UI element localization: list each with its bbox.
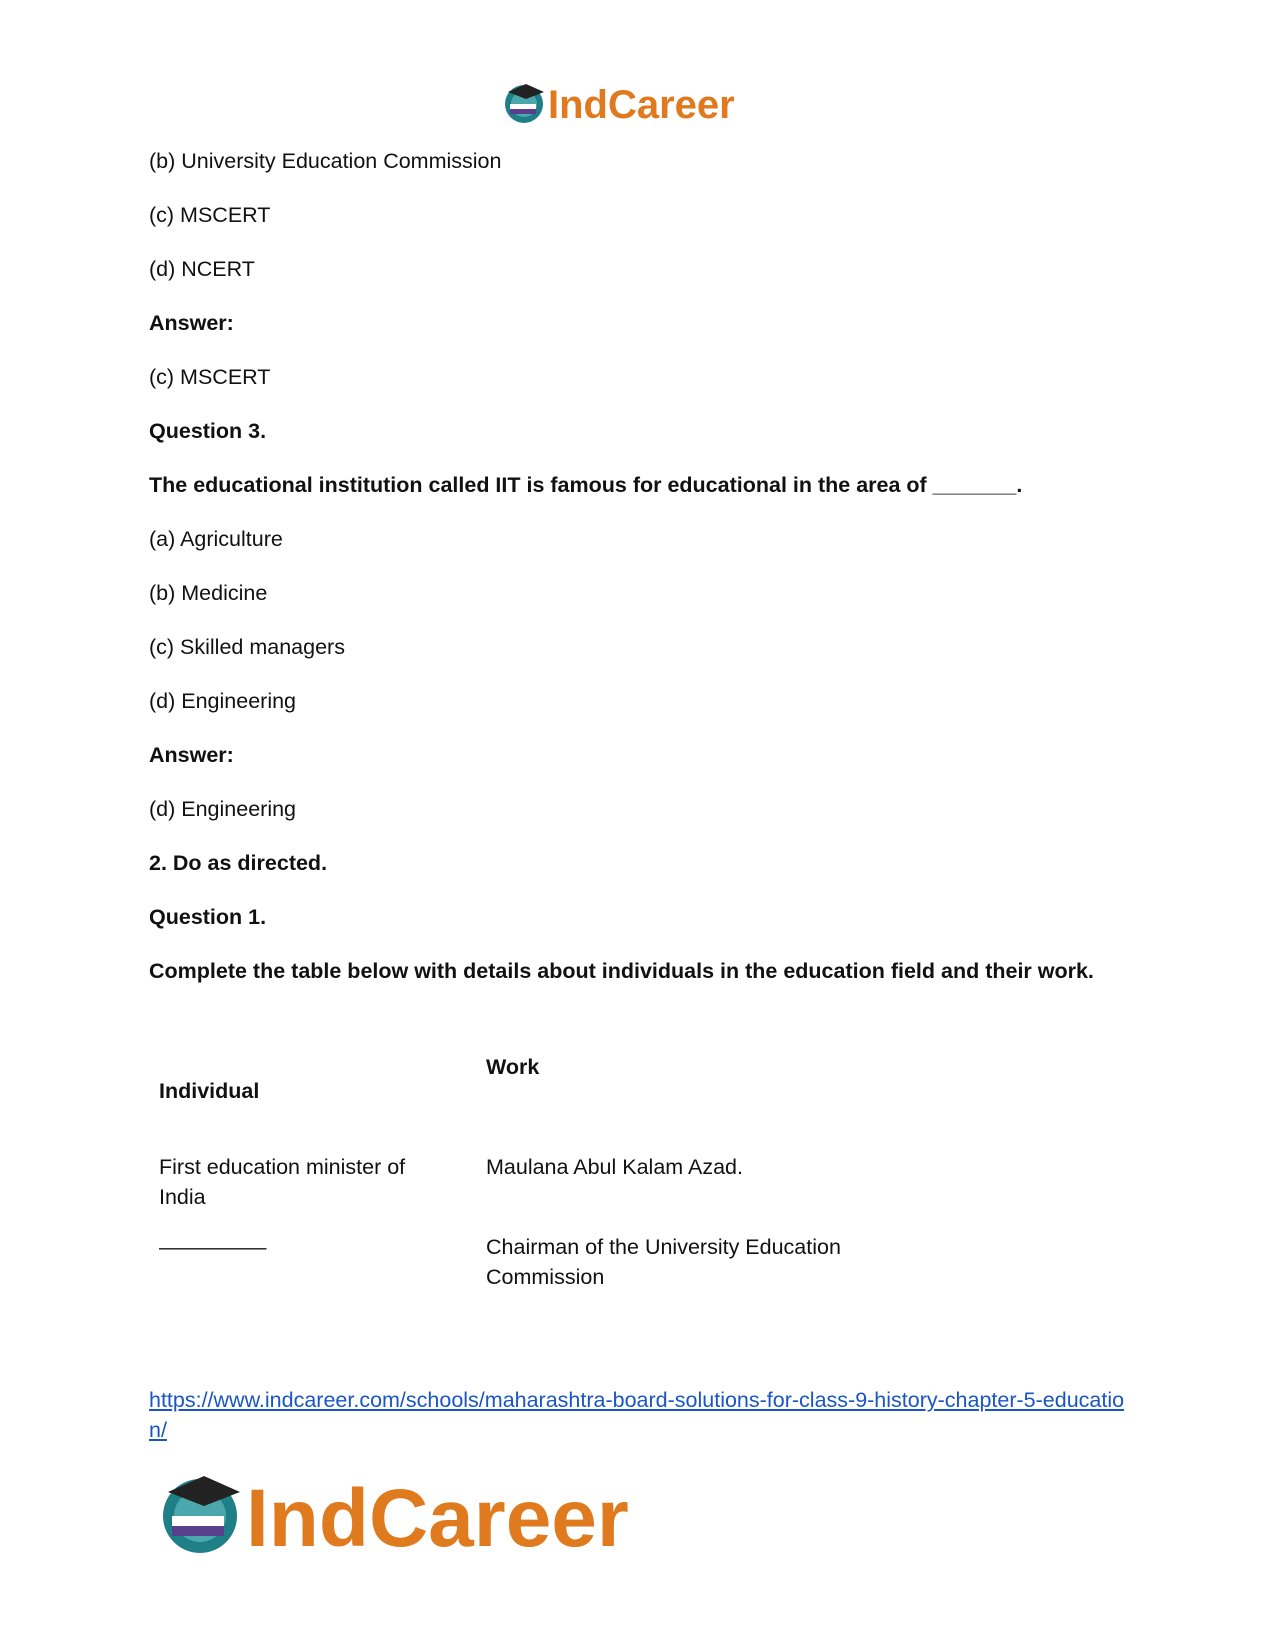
q2-option-d: (d) NCERT xyxy=(149,257,255,281)
s2-q1-label: Question 1. xyxy=(149,905,267,929)
indcareer-logo-bottom xyxy=(160,1466,700,1564)
q2-answer-label: Answer: xyxy=(149,311,234,335)
table-cell-work: Maulana Abul Kalam Azad. xyxy=(486,1155,743,1179)
s2-q1-text: Complete the table below with details about individuals in the education field and their work. xyxy=(149,959,1094,983)
q3-label: Question 3. xyxy=(149,419,267,443)
q3-answer: (d) Engineering xyxy=(149,797,297,821)
q3-option-b: (b) Medicine xyxy=(149,581,268,605)
q3-text: The educational institution called IIT is famous for educational in the area of _______. xyxy=(149,473,1023,497)
table-cell-work: Chairman of the University Education Commission xyxy=(486,1235,841,1289)
logo-top-text: IndCareer xyxy=(548,83,735,127)
indcareer-logo-top xyxy=(502,78,772,130)
table-header-individual: Individual xyxy=(159,1079,260,1103)
q3-option-d: (d) Engineering xyxy=(149,689,297,713)
table-cell-individual: First education minister of India xyxy=(159,1155,406,1209)
q3-option-c: (c) Skilled managers xyxy=(149,635,345,659)
logo-bottom-text: IndCareer xyxy=(246,1473,629,1564)
table-cell-individual: ————— xyxy=(159,1235,267,1259)
section-heading: 2. Do as directed. xyxy=(149,851,328,875)
q3-answer-label: Answer: xyxy=(149,743,234,767)
q2-answer: (c) MSCERT xyxy=(149,365,271,389)
q3-option-a: (a) Agriculture xyxy=(149,527,283,551)
q2-option-b: (b) University Education Commission xyxy=(149,149,502,173)
q2-option-c: (c) MSCERT xyxy=(149,203,271,227)
table-header-work: Work xyxy=(486,1055,540,1079)
footer-url-link[interactable]: https://www.indcareer.com/schools/maharashtra-board-solutions-for-class-9-history-chapter-5-education/ xyxy=(149,1388,1125,1442)
